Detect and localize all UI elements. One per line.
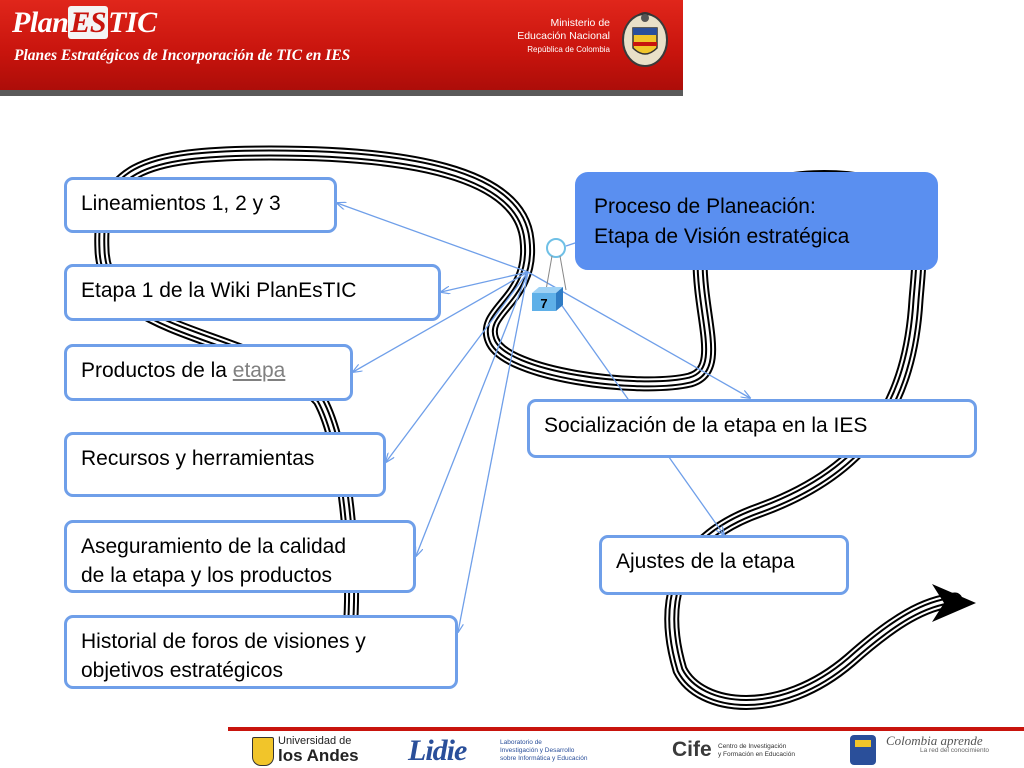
hanging-cube-icon bbox=[532, 239, 566, 311]
etapa-link[interactable]: etapa bbox=[232, 359, 286, 382]
recursos-box[interactable] bbox=[64, 432, 386, 497]
connector-lineamientos bbox=[337, 203, 528, 272]
step-number: 7 bbox=[540, 296, 548, 311]
ajustes-box[interactable] bbox=[599, 535, 849, 595]
productos-box[interactable] bbox=[64, 344, 353, 401]
box-label-line1: Aseguramiento de la calidad bbox=[81, 535, 347, 558]
uniandes-shield-icon bbox=[252, 737, 274, 766]
box-label: Recursos y herramientas bbox=[81, 447, 315, 470]
box-label-line2: de la etapa y los productos bbox=[81, 564, 332, 587]
colombia-aprende-icon bbox=[850, 735, 876, 765]
box-label: Socialización de la etapa en la IES bbox=[544, 414, 868, 437]
wiki-etapa1-box[interactable] bbox=[64, 264, 441, 321]
aseguramiento-box[interactable] bbox=[64, 520, 416, 593]
socializacion-box[interactable] bbox=[527, 399, 977, 458]
footer-logos: Universidad de los Andes Lidie Laboratorio de Investigación y Desarrollo sobre Informática y Educación Cife Centro de Investigación y Formación en Educación Colombia aprende La red del conocimiento bbox=[228, 727, 1024, 768]
historial-box[interactable] bbox=[64, 615, 458, 689]
header-tagline: Planes Estratégicos de Incorporación de TIC en IES bbox=[14, 47, 351, 64]
box-label: Lineamientos 1, 2 y 3 bbox=[81, 192, 281, 215]
box-label-line1: Historial de foros de visiones y bbox=[81, 630, 366, 653]
process-title-line2: Etapa de Visión estratégica bbox=[594, 225, 850, 248]
ministry-name: Ministerio de Educación Nacional República de Colombia bbox=[517, 17, 610, 54]
cife-logo: Cife Centro de Investigación y Formación en Educación bbox=[672, 738, 795, 761]
process-title-box bbox=[575, 172, 938, 270]
lidie-logo: Lidie Laboratorio de Investigación y Desarrollo sobre Informática y Educación bbox=[408, 734, 588, 767]
box-label: Ajustes de la etapa bbox=[616, 550, 795, 573]
process-title-line1: Proceso de Planeación: bbox=[594, 195, 816, 218]
lineamientos-box[interactable] bbox=[64, 177, 337, 233]
planestic-logo: PlanESTIC bbox=[12, 6, 157, 39]
box-label: Etapa 1 de la Wiki PlanEsTIC bbox=[81, 279, 357, 302]
box-label-line2: objetivos estratégicos bbox=[81, 659, 283, 682]
box-label: Productos de la bbox=[81, 359, 233, 382]
